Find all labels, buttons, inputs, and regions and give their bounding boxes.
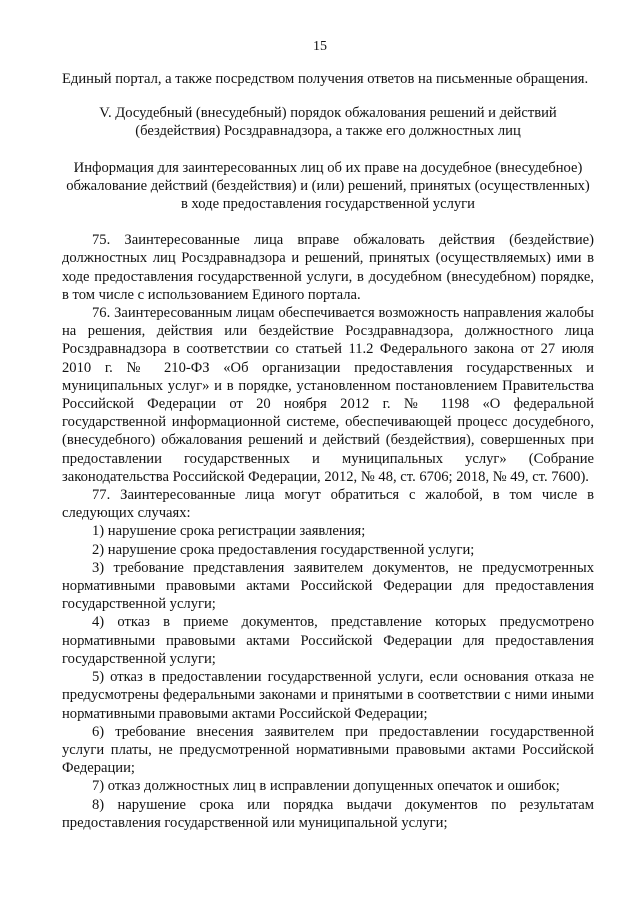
case-item-1: 1) нарушение срока регистрации заявления; [92, 523, 366, 540]
section-title: V. Досудебный (внесудебный) порядок обжалования решений и действий (бездействия) Росздравнадзора, а также его должностных лиц [99, 105, 557, 140]
case-item-4: 4) отказ в приеме документов, представление которых предусмотрено нормативными правовыми актами Российской Федерации для предоставления государственной услуги; [62, 614, 594, 667]
subsection-title: Информация для заинтересованных лиц об их праве на досудебное (внесудебное) обжалование действий (бездействия) и (или) решений, принятых (осуществленных) в ходе предоставления государственной услуги [66, 159, 590, 213]
paragraph-75: 75. Заинтересованные лица вправе обжаловать действия (бездействие) должностных лиц Росздравнадзора и решений, принятых (осуществляемых) ими в ходе предоставления государственной услуги, в досудебном (внесудебном) порядке, в том числе с использованием Единого портала. [62, 232, 594, 303]
paragraph-76: 76. Заинтересованным лицам обеспечивается возможность направления жалобы на решения, действия или бездействие Росздравнадзора, должностного лица Росздравнадзора в соответствии со статьей 11.2 Федерального закона от 27 июля 2010 г. № 210-ФЗ «Об организации предоставления государственных и муниципальных услуг» и в порядке, установленном постановлением Правительства Российской Федерации от 20 ноября 2012 г. № 1198 «О федеральной государственной информационной системе, обеспечивающей процесс досудебного, (внесудебного) обжалования решений и действий (бездействия), совершенных при предоставлении государственных и муниципальных услуг» (Собрание законодательства Российской Федерации, 2012, № 48, ст. 6706; 2018, № 49, ст. 7600). [62, 305, 594, 485]
case-item-5: 5) отказ в предоставлении государственной услуги, если основания отказа не предусмотрены федеральными законами и принятыми в соответствии с ними иными нормативными правовыми актами Российской Федерации; [62, 669, 594, 722]
case-item-3: 3) требование представления заявителем документов, не предусмотренных нормативными правовыми актами Российской Федерации для предоставления государственной услуги; [62, 559, 594, 613]
intro-paragraph: Единый портал, а также посредством получения ответов на письменные обращения. [62, 71, 589, 87]
case-item-2: 2) нарушение срока предоставления государственной услуги; [92, 541, 475, 558]
case-item-6: 6) требование внесения заявителем при предоставлении государственной услуги платы, не предусмотренной нормативными правовыми актами Российской Федерации; [62, 723, 594, 777]
document-body [62, 70, 594, 832]
case-item-7: 7) отказ должностных лиц в исправлении допущенных опечаток и ошибок; [92, 778, 560, 795]
spacer [62, 213, 594, 231]
page-number: 15 [313, 39, 327, 54]
paragraph-77: 77. Заинтересованные лица могут обратиться с жалобой, в том числе в следующих случаях: [62, 487, 594, 522]
case-item-8: 8) нарушение срока или порядка выдачи документов по результатам предоставления государственной или муниципальной услуги; [62, 796, 594, 831]
